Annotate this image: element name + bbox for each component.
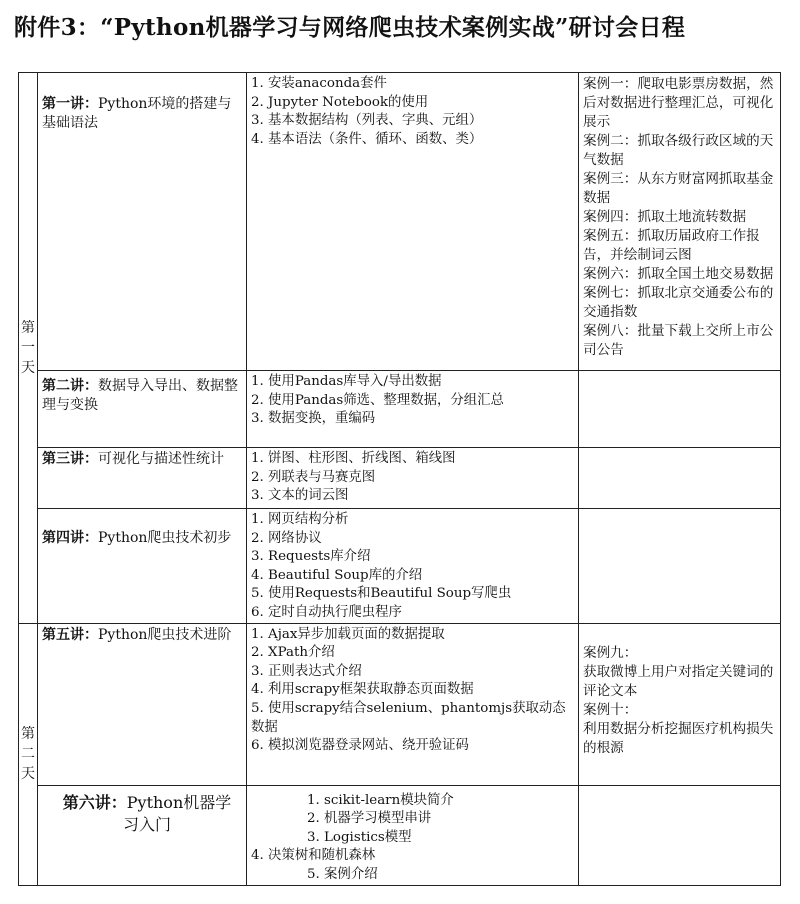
list-item: 3. 文本的词云图 (251, 488, 349, 504)
table-row (19, 448, 781, 509)
content-cell (247, 448, 579, 509)
case-item: 案例四：抓取土地流转数据 (583, 209, 747, 225)
case-item: 获取微博上用户对指定关键词的评论文本 (583, 663, 774, 699)
list-item: 1. scikit-learn模块简介 (307, 792, 454, 808)
list-item: 2. Jupyter Notebook的使用 (251, 94, 429, 110)
case-cell (579, 448, 781, 509)
list-item: 3. 基本数据结构（列表、字典、元组） (251, 113, 483, 129)
lecture-number: 第四讲： (42, 530, 98, 546)
lecture-cell (38, 448, 247, 509)
content-cell (247, 371, 579, 448)
lecture-number: 第五讲： (42, 626, 98, 643)
case-item: 案例五：抓取历届政府工作报告，并绘制词云图 (583, 228, 760, 263)
list-item: 6. 模拟浏览器登录网站、绕开验证码 (251, 738, 469, 754)
case-item: 利用数据分析挖掘医疗机构损失的根源 (583, 720, 774, 756)
lecture-topic: 数据导入导出、数据整理与变换 (42, 378, 238, 413)
case-item: 案例九： (583, 644, 638, 661)
list-item: 2. 列联表与马赛克图 (251, 469, 376, 485)
table-row (19, 371, 781, 448)
lecture-number: 第一讲： (42, 96, 98, 112)
lecture-number: 第三讲： (42, 451, 98, 467)
content-cell (247, 509, 579, 624)
schedule-table (18, 72, 781, 886)
list-item: 2. 机器学习模型串讲 (307, 811, 432, 827)
table-row (19, 785, 781, 885)
list-item: 2. 使用Pandas筛选、整理数据，分组汇总 (251, 392, 504, 408)
lecture-topic: 可视化与描述性统计 (98, 451, 224, 467)
list-item: 1. 使用Pandas库导入/导出数据 (251, 374, 442, 389)
content-cell (247, 785, 579, 885)
list-item: 5. 案例介绍 (307, 866, 378, 882)
lecture-cell (38, 73, 247, 371)
list-item: 4. Beautiful Soup库的介绍 (251, 567, 423, 583)
case-cell (579, 509, 781, 624)
lecture-number: 第二讲： (42, 378, 98, 394)
list-item: 5. 使用Requests和Beautiful Soup写爬虫 (251, 586, 512, 602)
list-item: 1. 饼图、柱形图、折线图、箱线图 (251, 451, 456, 466)
case-cell (579, 371, 781, 448)
lecture-topic: Python爬虫技术进阶 (98, 626, 232, 643)
content-cell (247, 73, 579, 371)
day-cell-1 (19, 73, 38, 624)
list-item: 6. 定时自动执行爬虫程序 (251, 604, 402, 620)
list-item: 3. 数据变换，重编码 (251, 411, 376, 427)
case-item: 案例三：从东方财富网抓取基金数据 (583, 171, 774, 206)
list-item: 3. Requests库介绍 (251, 549, 371, 565)
table-row (19, 509, 781, 624)
day-char: 第二天 (21, 726, 35, 783)
list-item: 3. Logistics模型 (307, 829, 412, 845)
lecture-topic: Python爬虫技术初步 (98, 530, 232, 546)
lecture-number: 第六讲： (62, 792, 127, 812)
lecture-topic: Python环境的搭建与基础语法 (42, 96, 232, 131)
lecture-cell (38, 623, 247, 785)
list-item: 3. 正则表达式介绍 (251, 663, 362, 679)
page-title: 附件3：“Python机器学习与网络爬虫技术案例实战”研讨会日程 (14, 14, 686, 41)
list-item: 5. 使用scrapy结合selenium、phantomjs获取动态数据 (251, 700, 566, 735)
case-item: 案例六：抓取全国土地交易数据 (583, 266, 774, 282)
list-item: 4. 基本语法（条件、循环、函数、类） (251, 131, 483, 147)
content-cell (247, 623, 579, 785)
list-item: 1. 网页结构分析 (251, 512, 349, 527)
case-cell (579, 785, 781, 885)
list-item: 1. 安装anaconda套件 (251, 76, 387, 91)
lecture-topic: Python机器学习入门 (122, 792, 232, 834)
case-item: 案例二：抓取各级行政区域的天气数据 (583, 133, 774, 168)
lecture-cell (38, 371, 247, 448)
list-item: 4. 决策树和随机森林 (251, 848, 376, 864)
case-cell (579, 623, 781, 785)
list-item: 2. 网络协议 (251, 530, 322, 546)
case-cell (579, 73, 781, 371)
case-item: 案例七：抓取北京交通委公布的交通指数 (583, 285, 774, 320)
case-item: 案例八：批量下载上交所上市公司公告 (583, 323, 774, 358)
case-item: 案例一：爬取电影票房数据，然后对数据进行整理汇总，可视化展示 (583, 76, 774, 130)
case-item: 案例十： (583, 701, 638, 718)
table-row (19, 73, 781, 371)
list-item: 4. 利用scrapy框架获取静态页面数据 (251, 682, 474, 698)
lecture-cell (38, 509, 247, 624)
list-item: 2. XPath介绍 (251, 645, 335, 661)
table-row (19, 623, 781, 785)
list-item: 1. Ajax异步加载页面的数据提取 (251, 626, 445, 642)
day-char: 第一天 (21, 319, 35, 376)
day-cell-2 (19, 623, 38, 885)
lecture-cell (38, 785, 247, 885)
